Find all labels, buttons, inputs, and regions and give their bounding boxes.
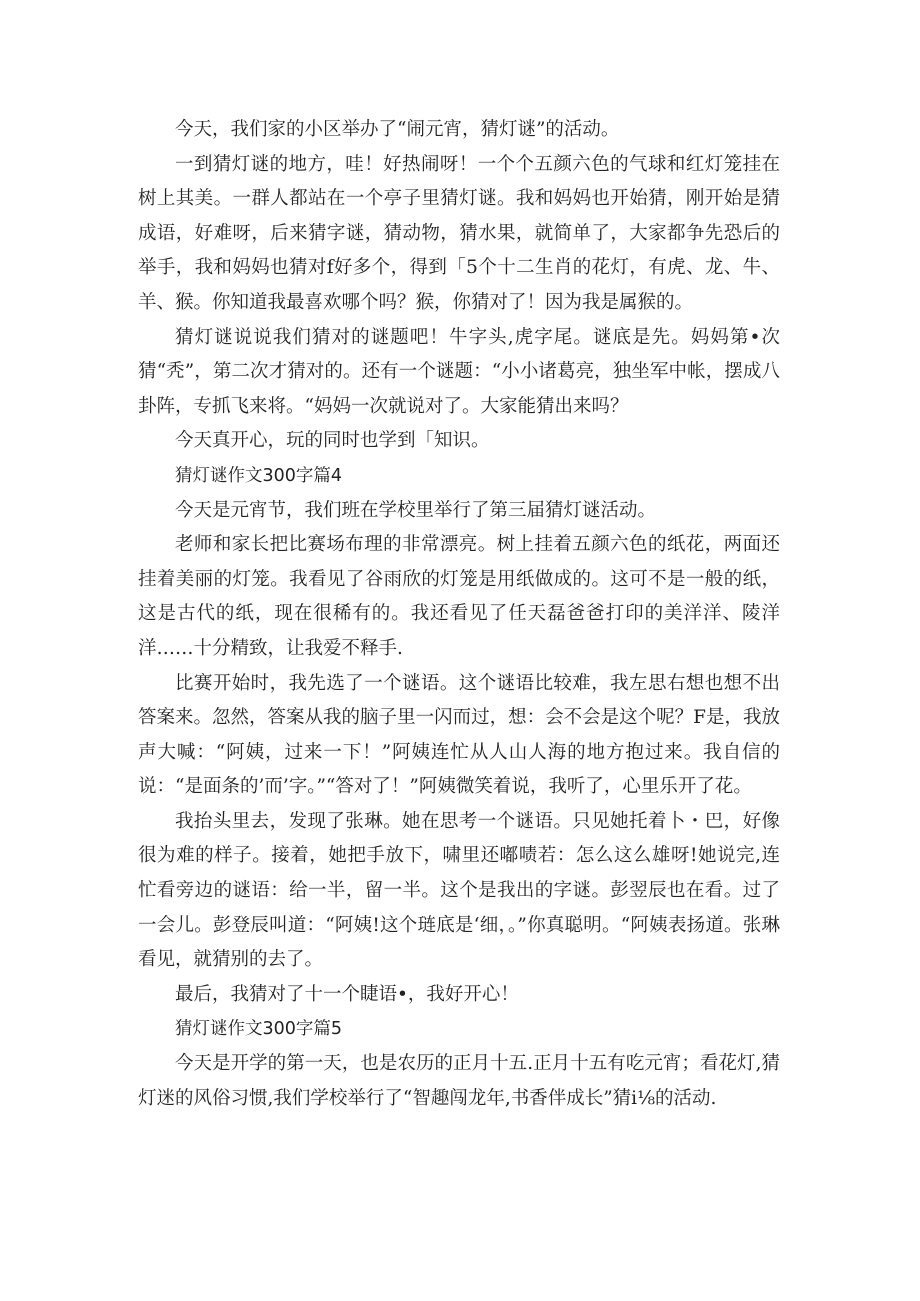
section-heading-4: 猜灯谜作文300字篇4 (175, 465, 343, 486)
paragraph-10: 今天是开学的第一天，也是农历的正月十五.正月十五有吃元宵；看花灯,猜灯迷的风俗习惯,我们学校举行了“智趣闯龙年,书香伴成长”猜i⅛的活动. (138, 1053, 780, 1109)
paragraph-1: 今天，我们家的小区举办了“闹元宵，猜灯谜”的活动。 (175, 119, 620, 140)
section-heading-5: 猜灯谜作文300字篇5 (175, 1019, 343, 1040)
paragraph-5: 今天是元宵节，我们班在学校里举行了第三届猜灯谜活动。 (175, 499, 657, 521)
paragraph-6: 老师和家长把比赛场布理的非常漂亮。树上挂着五颜六色的纸花，两面还挂着美丽的灯笼。我看见了谷雨欣的灯笼是用纸做成的。这可不是一般的纸，这是古代的纸，现在很稀有的。我还看见了任天磊爸爸打印的美洋洋、陵洋洋……十分精致，让我爱不释手. (138, 534, 780, 659)
paragraph-9: 最后，我猜对了十一个睫语•，我好开心！ (175, 983, 519, 1005)
paragraph-7: 比赛开始时，我先选了一个谜语。这个谜语比较难，我左思右想也想不出答案来。忽然，答案从我的脑子里一闪而过，想：会不会是这个呢？F是，我放声大喊：“阿姨，过来一下！”阿姨连忙从人山人海的地方抱过来。我自信的说：“是面条的’而’字。”“答对了！”阿姨微笑着说，我听了，心里乐开了花。 (138, 672, 780, 798)
paragraph-8: 我抬头里去，发现了张琳。她在思考一个谜语。只见她托着卜・巴，好像很为难的样子。接着，她把手放下，啸里还嘟啧若：怎么这么雄呀!她说完,连忙看旁边的谜语：给一半，留一半。这个是我出的字谜。彭翌辰也在看。过了一会儿。彭登辰叫道：“阿姨!这个琏底是‘细，。”你真聪明。“阿姨表扬道。张琳看见，就猜别的去了。 (138, 810, 780, 971)
paragraph-2: 一到猜灯谜的地方，哇！好热闹呀！一个个五颜六色的气球和红灯笼挂在树上其美。一群人都站在一个亭子里猜灯谜。我和妈妈也开始猜，刚开始是猜成语，好难呀，后来猜字谜，猜动物，猜水果，就简单了，大家都争先恐后的举手，我和妈妈也猜对f好多个，得到「5个十二生肖的花灯，有虎、龙、牛、羊、猴。你知道我最喜欢哪个吗？猴，你猜对了！因为我是属猴的。 (138, 153, 780, 313)
paragraph-3: 猜灯谜说说我们猜对的谜题吧！牛字头,虎字尾。谜底是先。妈妈第•次猜“秃”，第二次才猜对的。还有一个谜题：“小小诸葛亮，独坐军中帐，摆成八卦阵，专抓飞来将。“妈妈一次就说对了。大家能猜出来吗？ (138, 326, 780, 417)
paragraph-4: 今天真开心，玩的同时也学到「知识。 (175, 430, 490, 452)
document-body (138, 113, 780, 1116)
